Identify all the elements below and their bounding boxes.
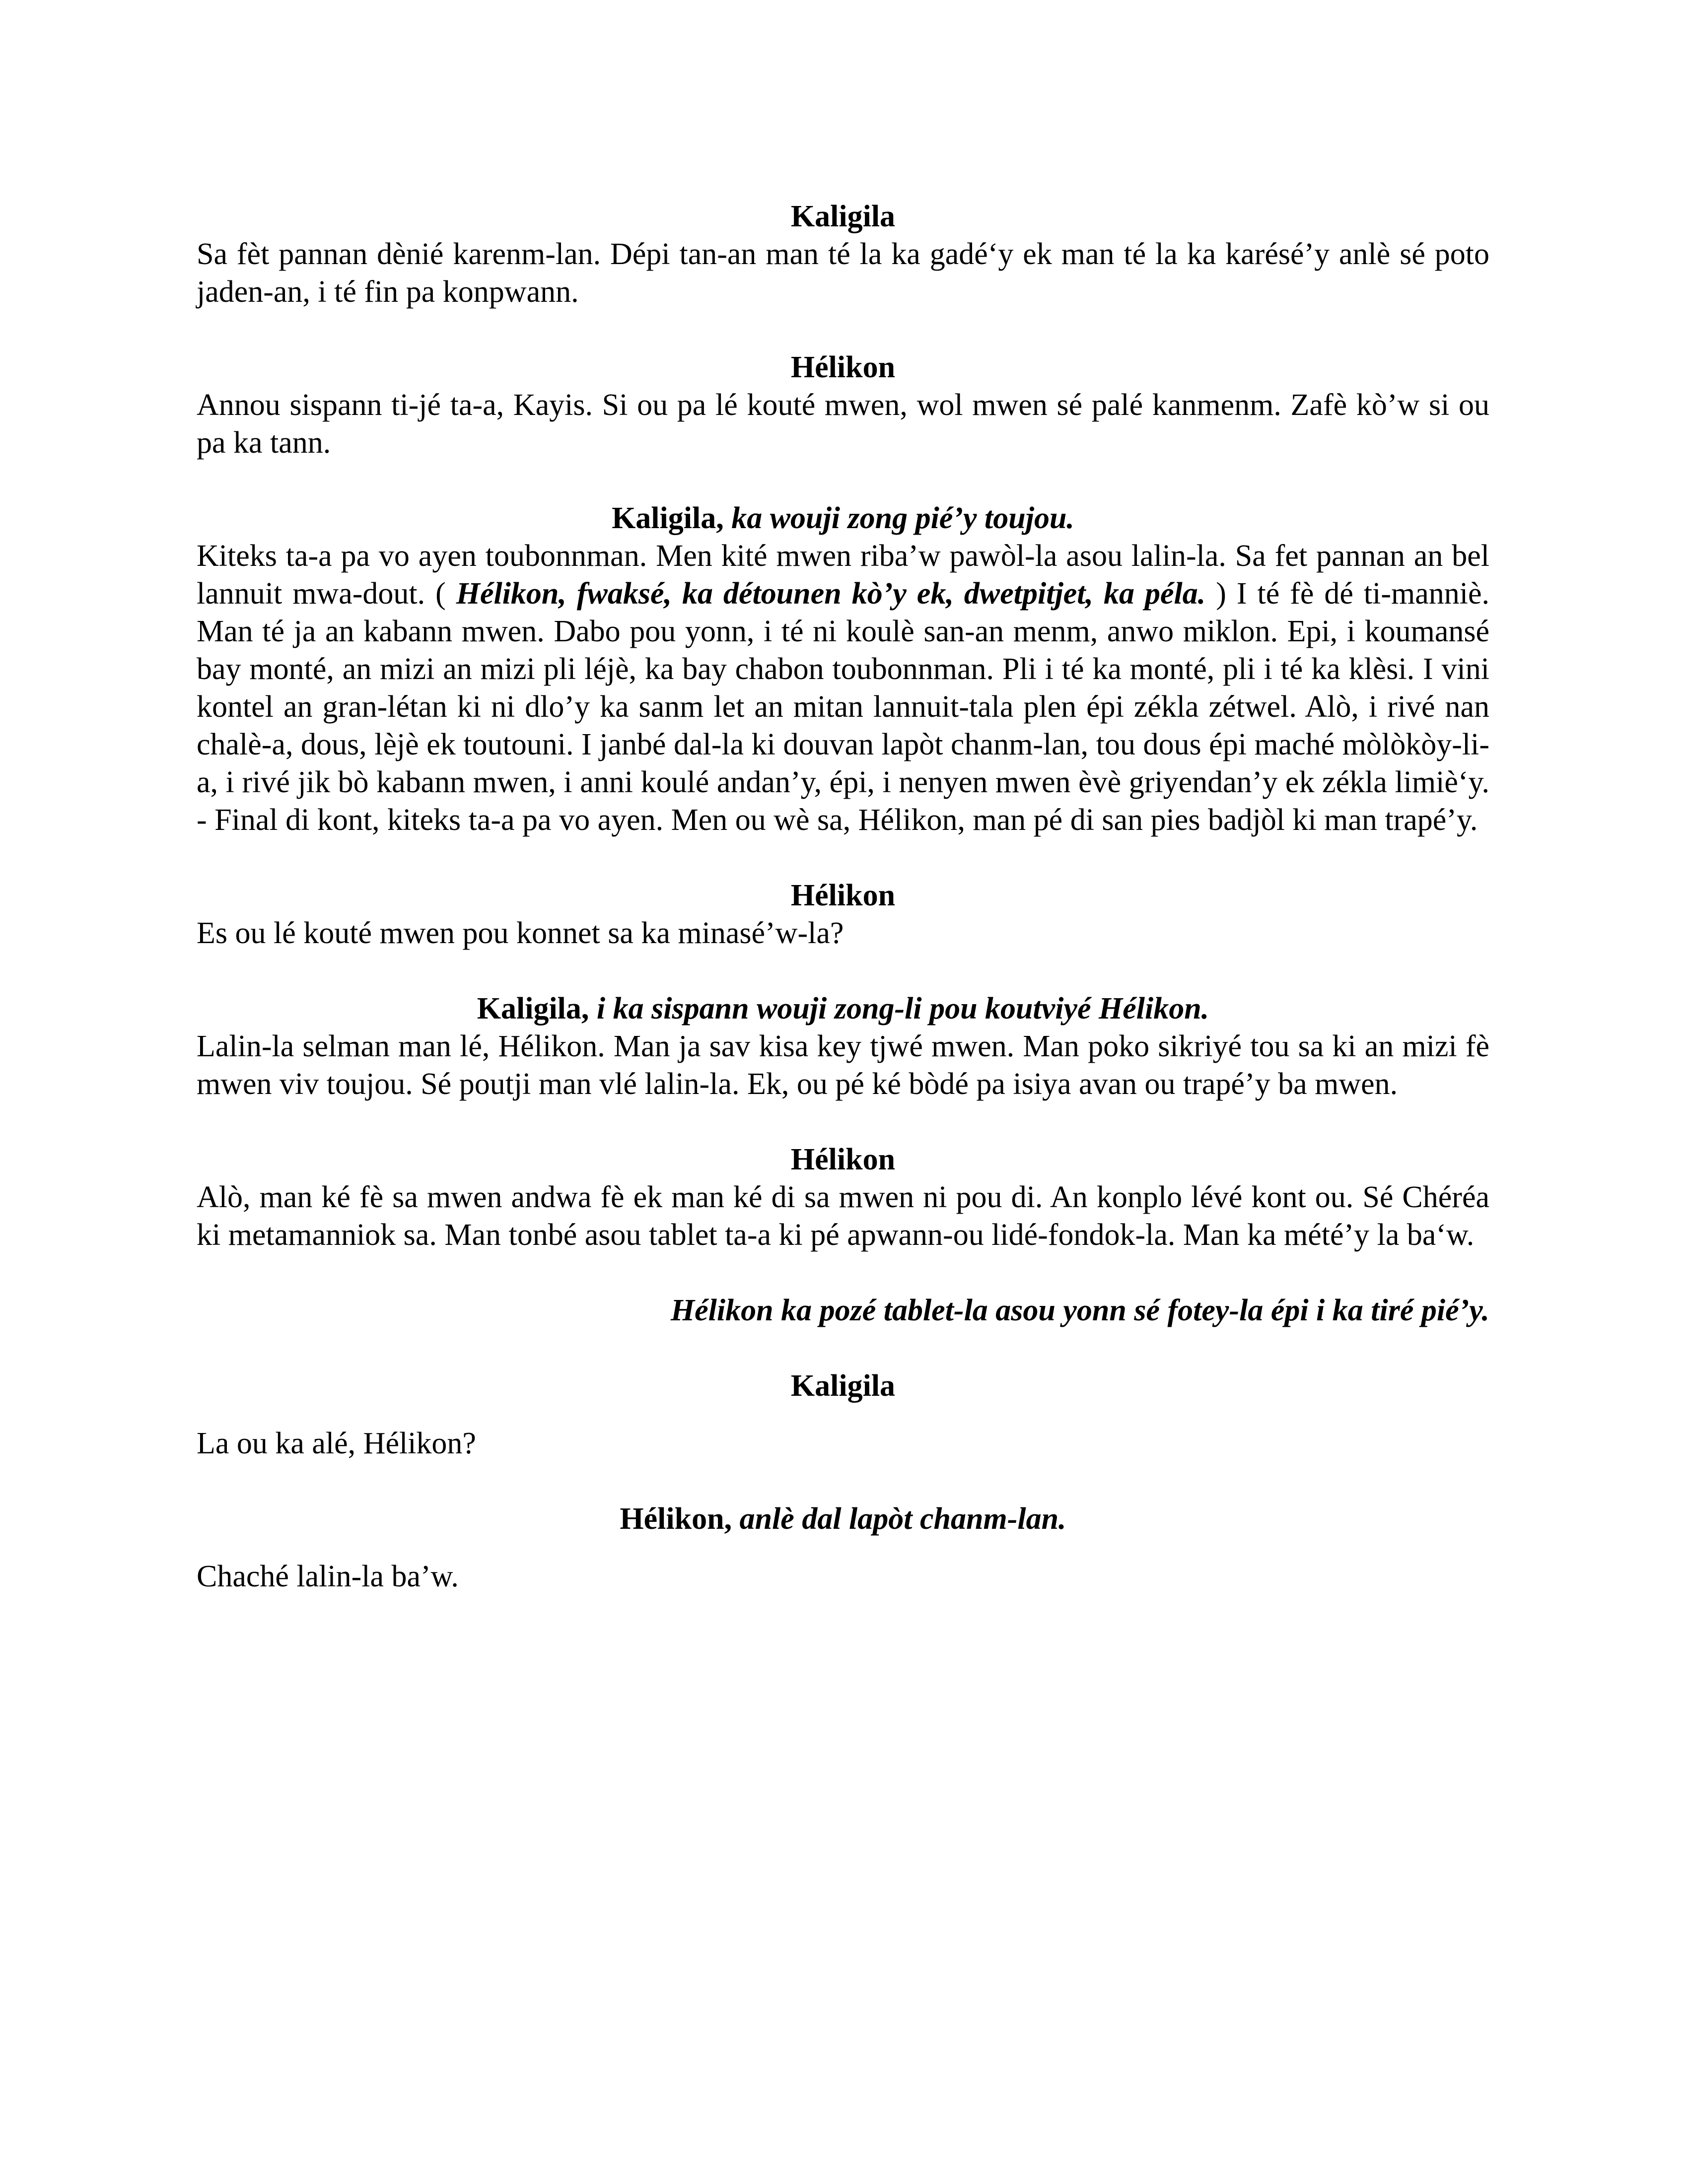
dialogue-text: La ou ka alé, Hélikon? (197, 1427, 476, 1460)
speaker-name: Kaligila, (612, 501, 724, 535)
spacer (197, 1462, 1489, 1500)
spacer (197, 1254, 1489, 1292)
speaker-heading (197, 198, 1489, 235)
dialogue-text: Es ou lé kouté mwen pou konnet sa ka minasé’w-la? (197, 916, 844, 950)
speaker-name: Hélikon (790, 1143, 896, 1176)
spacer (197, 839, 1489, 877)
spacer (197, 1103, 1489, 1141)
dialogue-text: Alò, man ké fè sa mwen andwa fè ek man ké di sa mwen ni pou di. An konplo lévé kont ou. Sé Chéréa ki metamanniok sa. Man tonbé asou tablet ta-a ki pé apwann-ou lidé-fondok-la. Man ka mété’y la ba‘w. (197, 1180, 1489, 1252)
spacer (197, 1405, 1489, 1425)
speaker-name: Kaligila (790, 1369, 896, 1403)
speaker-name: Hélikon (790, 350, 896, 384)
spacer (197, 462, 1489, 499)
dialogue-text-part: Kiteks ta-a pa vo ayen toubonnman. Men kité mwen riba’w pawòl-la asou lalin-la. Sa fet pannan an bel lannuit mwa-dout. ( (197, 539, 1489, 611)
speaker-name: Hélikon (790, 879, 896, 912)
speaker-direction: i ka sispann wouji zong-li pou koutviyé Hélikon. (596, 992, 1209, 1025)
speaker-heading (197, 499, 1489, 537)
speaker-name: Kaligila (790, 200, 896, 233)
inline-stage-direction: Hélikon, fwaksé, ka détounen kò’y ek, dwetpitjet, ka péla. (456, 577, 1206, 611)
spacer (197, 1329, 1489, 1367)
spacer (197, 1538, 1489, 1558)
dialogue-text-part: ) I té fè dé ti-manniè. Man té ja an kabann mwen. Dabo pou yonn, i té ni koulè san-an menm, anwo miklon. Epi, i koumansé bay monté, an mizi an mizi pli léjè, ka bay chabon toubonnman. Pli i té ka monté, pli i té ka klèsi. I vini kontel an gran-létan ki ni dlo’y ka sanm let an mitan lannuit-tala plen épi zékla zétwel. Alò, i rivé nan chalè-a, dous, lèjè ek toutouni. I janbé dal-la ki douvan lapòt chanm-lan, tou dous épi maché mòlòkòy-li-a, i rivé jik bò kabann mwen, i anni koulé andan’y, épi, i nenyen mwen èvè griyendan’y ek zékla limiè‘y. - Final di kont, kiteks ta-a pa vo ayen. Men ou wè sa, Hélikon, man pé di san pies badjòl ki man trapé’y. (197, 577, 1490, 837)
dialogue-text: Chaché lalin-la ba’w. (197, 1560, 459, 1593)
dialogue-text: Sa fèt pannan dènié karenm-lan. Dépi tan-an man té la ka gadé‘y ek man té la ka karésé’y anlè sé poto jaden-an, i té fin pa konpwann. (197, 237, 1489, 309)
spacer (197, 952, 1489, 990)
dialogue-text: Annou sispann ti-jé ta-a, Kayis. Si ou pa lé kouté mwen, wol mwen sé palé kanmenm. Zafè kò’w si ou pa ka tann. (197, 388, 1489, 460)
speaker-heading (197, 990, 1489, 1027)
play-script (197, 198, 1489, 1595)
dialogue-text: Lalin-la selman man lé, Hélikon. Man ja sav kisa key tjwé mwen. Man poko sikriyé tou sa ki an mizi fè mwen viv toujou. Sé poutji man vlé lalin-la. Ek, ou pé ké bòdé pa isiya avan ou trapé’y ba mwen. (197, 1029, 1489, 1101)
speaker-name: Hélikon, (620, 1502, 732, 1536)
speaker-heading (197, 1367, 1489, 1405)
spacer (197, 311, 1489, 348)
speaker-heading (197, 1500, 1489, 1538)
speaker-direction: anlè dal lapòt chanm-lan. (739, 1502, 1066, 1536)
speaker-heading (197, 877, 1489, 914)
dialogue-text (197, 537, 1489, 839)
speaker-heading (197, 1141, 1489, 1178)
stage-direction: Hélikon ka pozé tablet-la asou yonn sé fotey-la épi i ka tiré pié’y. (670, 1294, 1489, 1327)
speaker-direction: ka wouji zong pié’y toujou. (731, 501, 1074, 535)
speaker-heading (197, 348, 1489, 386)
speaker-name: Kaligila, (477, 992, 589, 1025)
